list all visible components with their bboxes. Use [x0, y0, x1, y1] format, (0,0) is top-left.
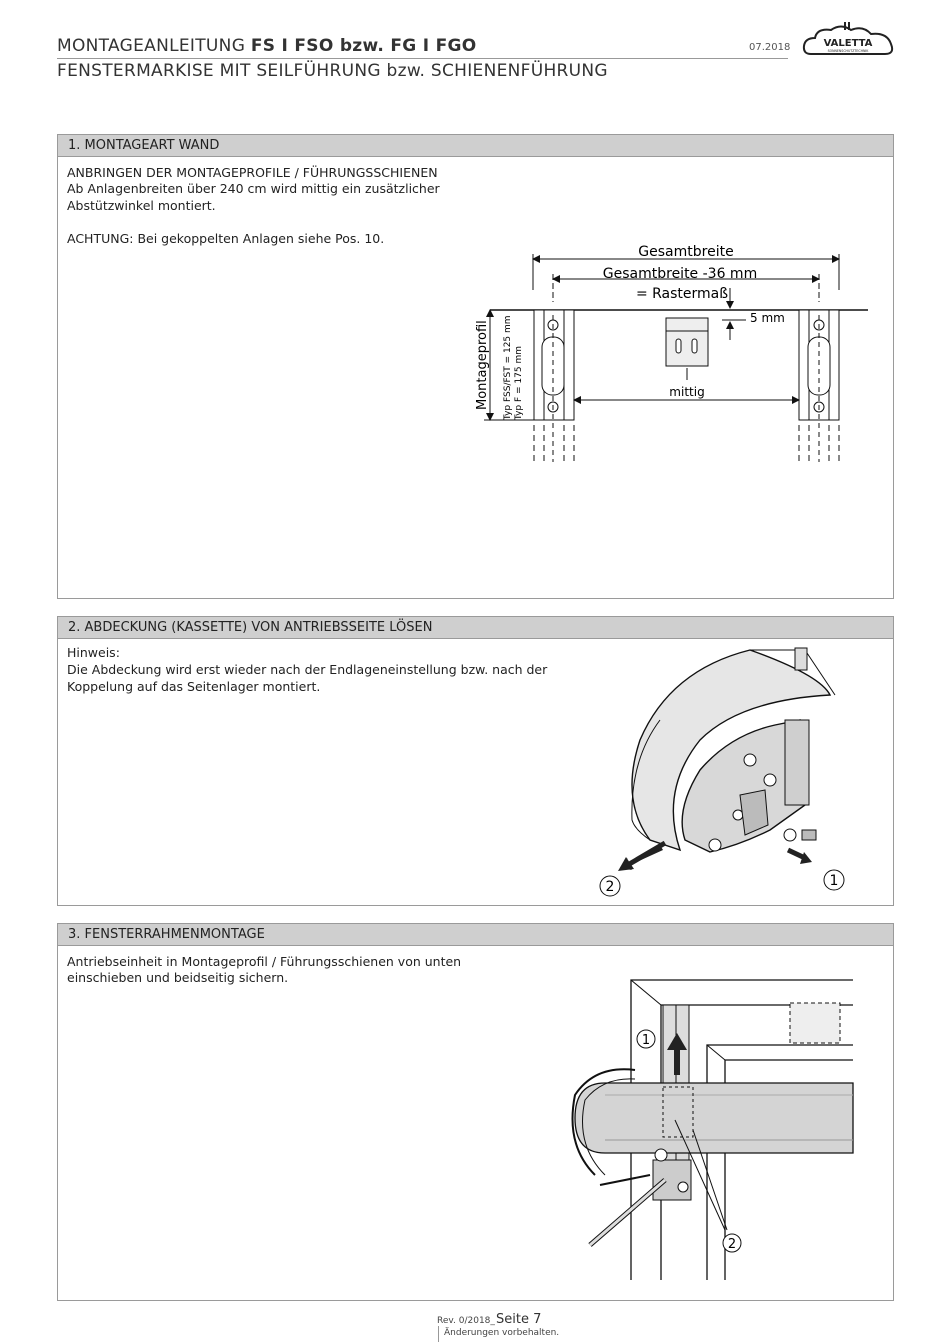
dimension-offset: 5 mm — [750, 311, 785, 325]
section-heading: 2. ABDECKUNG (KASSETTE) VON ANTRIEBSSEITE LÖSEN — [58, 617, 893, 639]
dimension-width-minus: Gesamtbreite -36 mm — [602, 266, 758, 282]
dimension-grid: = Rastermaß — [635, 286, 729, 302]
center-label: mittig — [669, 385, 705, 399]
type-fss-label: Typ FSS/FST = 125 mm — [503, 315, 513, 420]
header-divider — [57, 58, 788, 59]
callout-2: 2 — [605, 879, 615, 895]
window-frame-mounting-illustration — [565, 975, 855, 1285]
body-line: Antriebseinheit in Montageprofil / Führungsschienen von unten — [67, 954, 462, 969]
mounting-dimension-diagram — [470, 240, 880, 470]
section-subheading: ANBRINGEN DER MONTAGEPROFILE / FÜHRUNGSSCHIENEN — [67, 165, 438, 180]
hint-label: Hinweis: — [67, 645, 120, 660]
dimension-total-width: Gesamtbreite — [638, 244, 734, 260]
section-heading: 3. FENSTERRAHMENMONTAGE — [58, 924, 893, 946]
document-title: MONTAGEANLEITUNG FS I FSO bzw. FG I FGO — [57, 36, 477, 56]
document-subtitle: FENSTERMARKISE MIT SEILFÜHRUNG bzw. SCHIENENFÜHRUNG — [57, 61, 608, 81]
body-line: einschieben und beidseitig sichern. — [67, 970, 289, 985]
document-date: 07.2018 — [749, 42, 791, 53]
attention-note: ACHTUNG: Bei gekoppelten Anlagen siehe Pos. 10. — [67, 231, 385, 246]
body-line: Ab Anlagenbreiten über 240 cm wird mittig ein zusätzlicher — [67, 181, 440, 196]
type-f-label: Typ F = 175 mm — [514, 345, 524, 420]
logo-wordmark: VALETTA — [823, 38, 873, 49]
body-line: Die Abdeckung wird erst wieder nach der Endlageneinstellung bzw. nach der — [67, 662, 548, 677]
valetta-logo — [801, 20, 895, 60]
cassette-removal-illustration — [590, 640, 860, 902]
revision-label: Rev. 0/2018_ — [437, 1316, 495, 1326]
callout-1: 1 — [829, 873, 839, 889]
body-line: Abstützwinkel montiert. — [67, 198, 216, 213]
callout-2: 2 — [727, 1237, 737, 1252]
callout-1: 1 — [641, 1033, 651, 1048]
footer-divider — [438, 1326, 439, 1342]
section-heading: 1. MONTAGEART WAND — [58, 135, 893, 157]
logo-tagline: SONNENSCHUTZTECHNIK — [827, 49, 869, 53]
profile-label: Montageprofil — [475, 320, 490, 410]
page-number: Seite 7 — [496, 1312, 542, 1327]
body-line: Koppelung auf das Seitenlager montiert. — [67, 679, 321, 694]
footer-note: Änderungen vorbehalten. — [444, 1328, 560, 1338]
